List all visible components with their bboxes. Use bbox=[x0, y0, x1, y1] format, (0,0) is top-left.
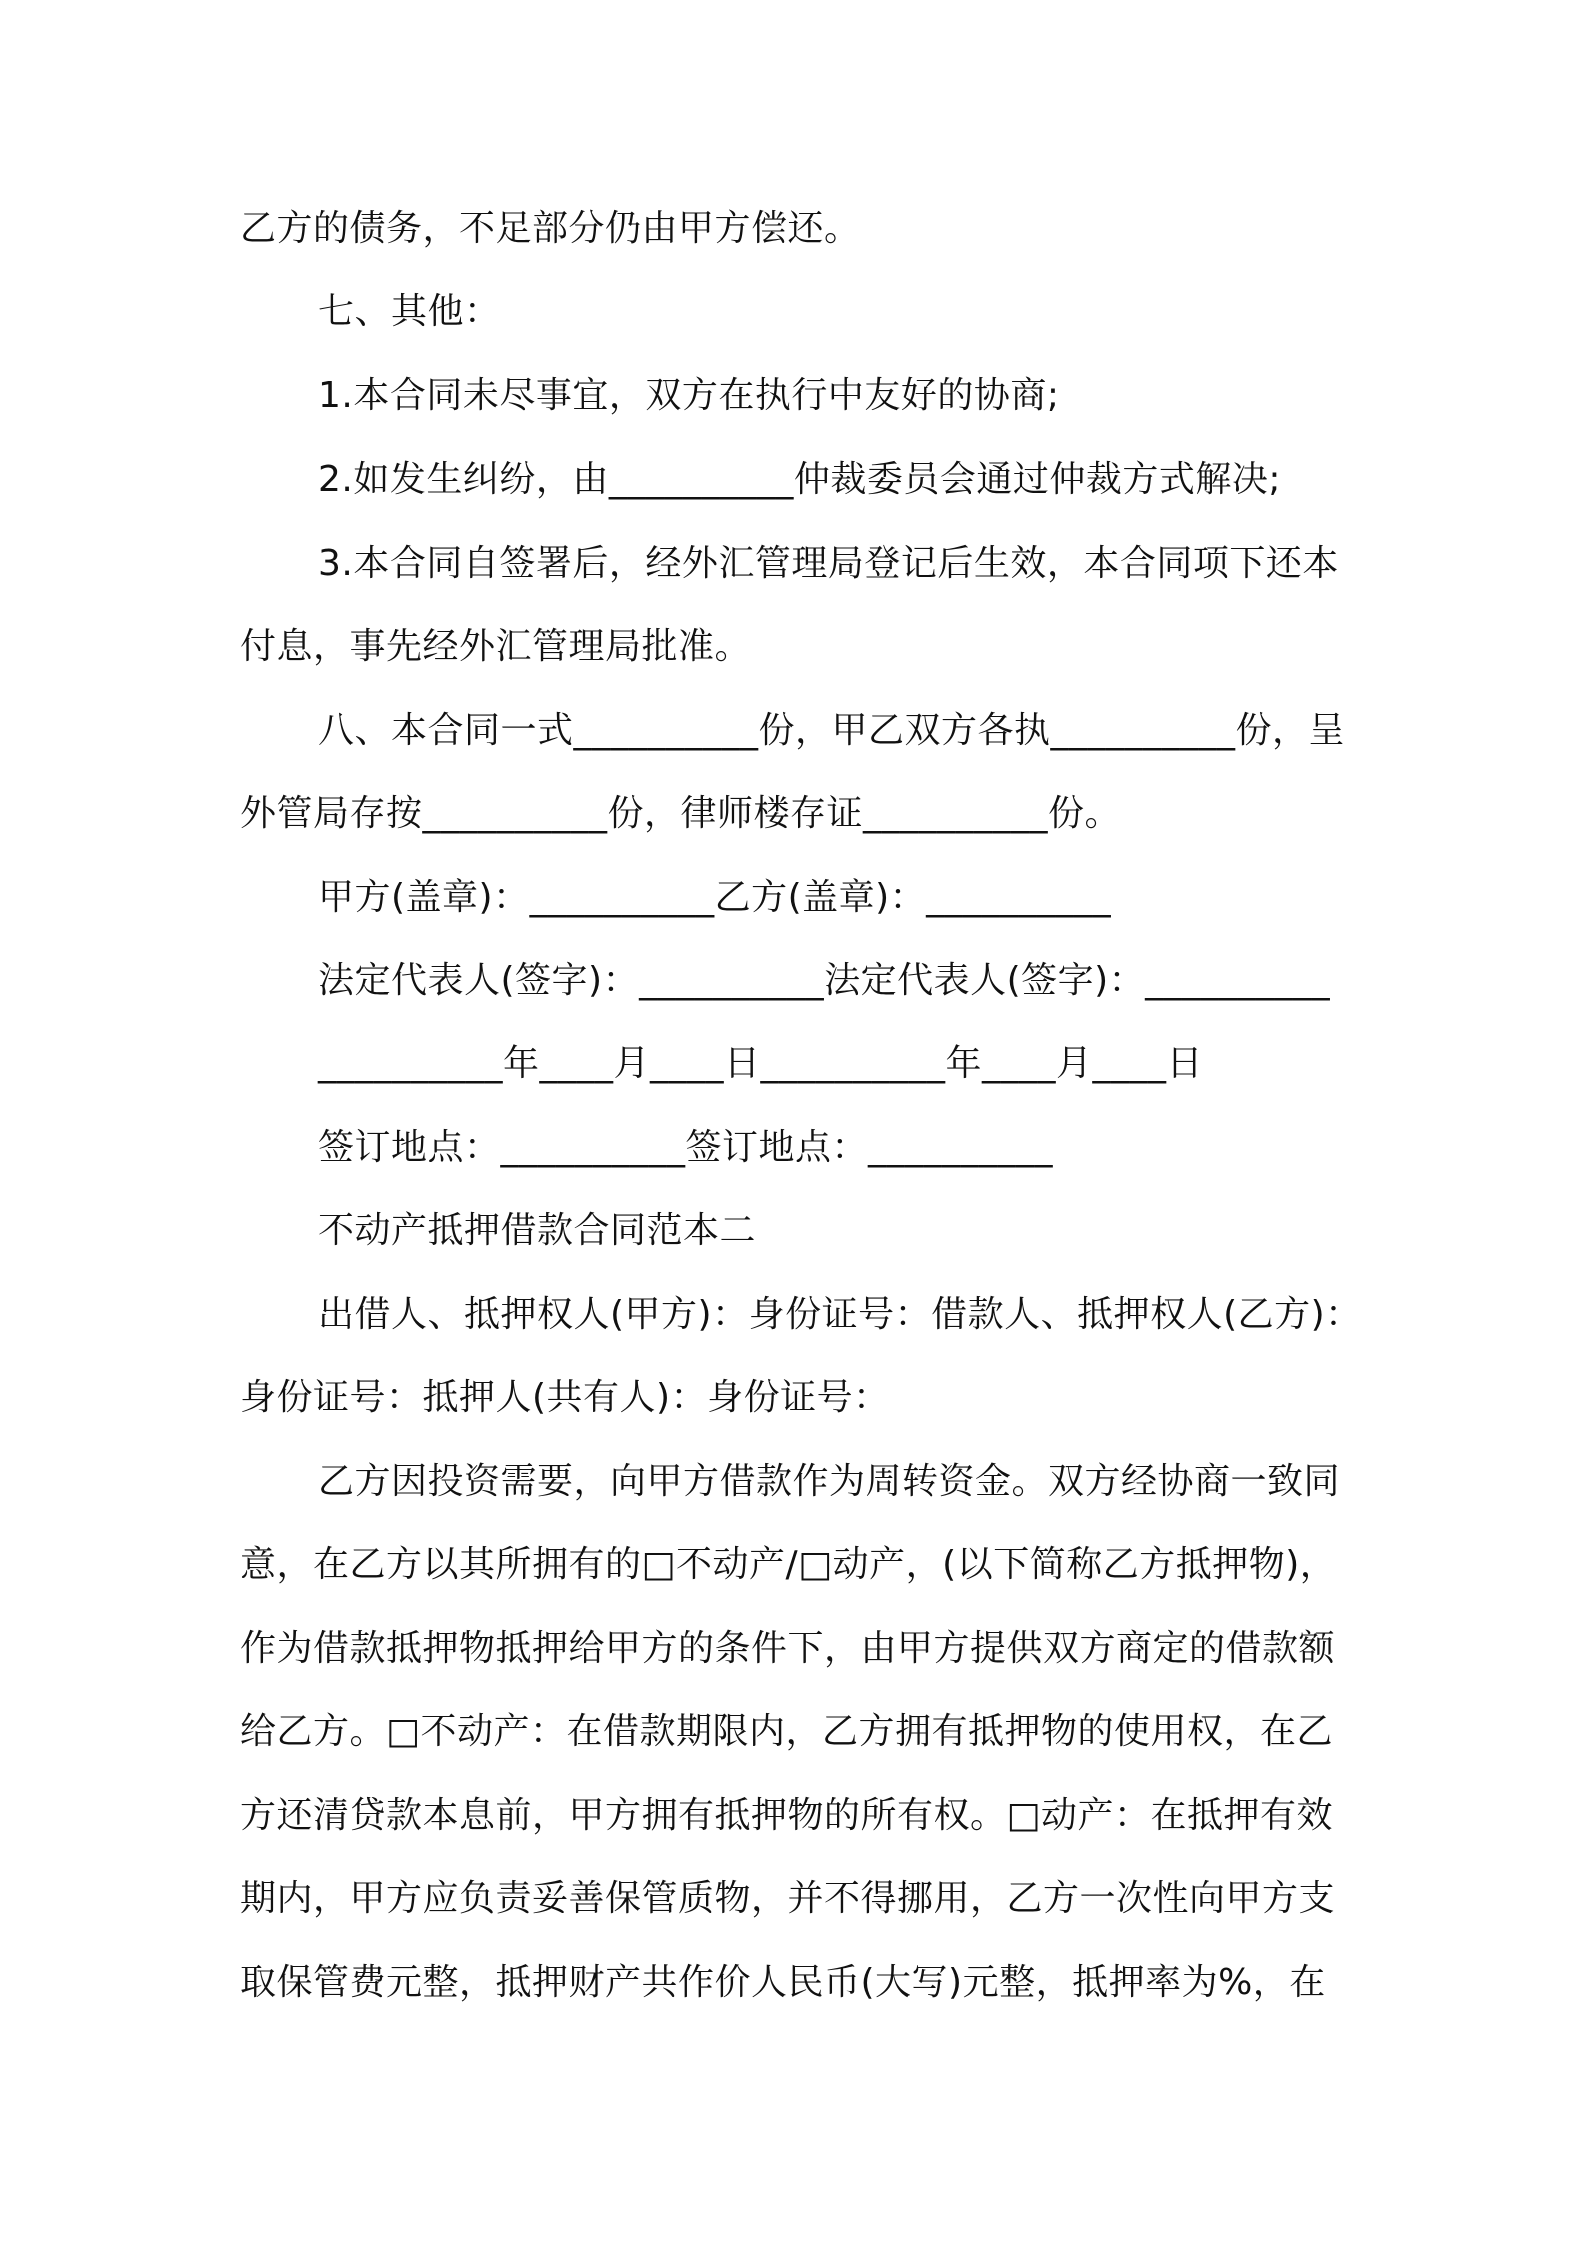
section-heading: 七、其他： bbox=[318, 291, 501, 332]
text-line: 意，在乙方以其所拥有的□不动产/□动产，(以下简称乙方抵押物)， bbox=[240, 1544, 1337, 1585]
signing-place-line: 签订地点：__________签订地点：__________ bbox=[318, 1127, 1054, 1168]
text-line: 外管局存按__________份，律师楼存证__________份。 bbox=[240, 793, 1122, 834]
signature-line: 甲方(盖章)：__________乙方(盖章)：__________ bbox=[318, 877, 1112, 918]
text-line: 期内，甲方应负责妥善保管质物，并不得挪用，乙方一次性向甲方支 bbox=[240, 1878, 1336, 1919]
text-line: 乙方因投资需要，向甲方借款作为周转资金。双方经协商一致同 bbox=[318, 1461, 1341, 1502]
text-line: 付息，事先经外汇管理局批准。 bbox=[240, 626, 752, 667]
text-line: 3.本合同自签署后，经外汇管理局登记后生效，本合同项下还本 bbox=[318, 543, 1339, 584]
signature-line: 法定代表人(签字)：__________法定代表人(签字)：__________ bbox=[318, 960, 1331, 1001]
date-line: __________年____月____日__________年____月____日 bbox=[318, 1043, 1203, 1084]
text-line: 出借人、抵押权人(甲方)：身份证号：借款人、抵押权人(乙方)： bbox=[318, 1294, 1362, 1335]
text-line: 1.本合同未尽事宜，双方在执行中友好的协商; bbox=[318, 375, 1060, 416]
text-line: 2.如发生纠纷，由__________仲裁委员会通过仲裁方式解决; bbox=[318, 459, 1281, 500]
text-line: 作为借款抵押物抵押给甲方的条件下，由甲方提供双方商定的借款额 bbox=[240, 1628, 1336, 1669]
contract-title: 不动产抵押借款合同范本二 bbox=[318, 1210, 757, 1251]
text-line: 取保管费元整，抵押财产共作价人民币(大写)元整，抵押率为%，在 bbox=[240, 1962, 1326, 2003]
text-line: 八、本合同一式__________份，甲乙双方各执__________份，呈 bbox=[318, 710, 1346, 751]
text-line: 身份证号：抵押人(共有人)：身份证号： bbox=[240, 1377, 890, 1418]
text-line: 给乙方。□不动产：在借款期限内，乙方拥有抵押物的使用权，在乙 bbox=[240, 1711, 1334, 1752]
text-line: 乙方的债务，不足部分仍由甲方偿还。 bbox=[240, 208, 861, 249]
text-line: 方还清贷款本息前，甲方拥有抵押物的所有权。□动产：在抵押有效 bbox=[240, 1795, 1334, 1836]
